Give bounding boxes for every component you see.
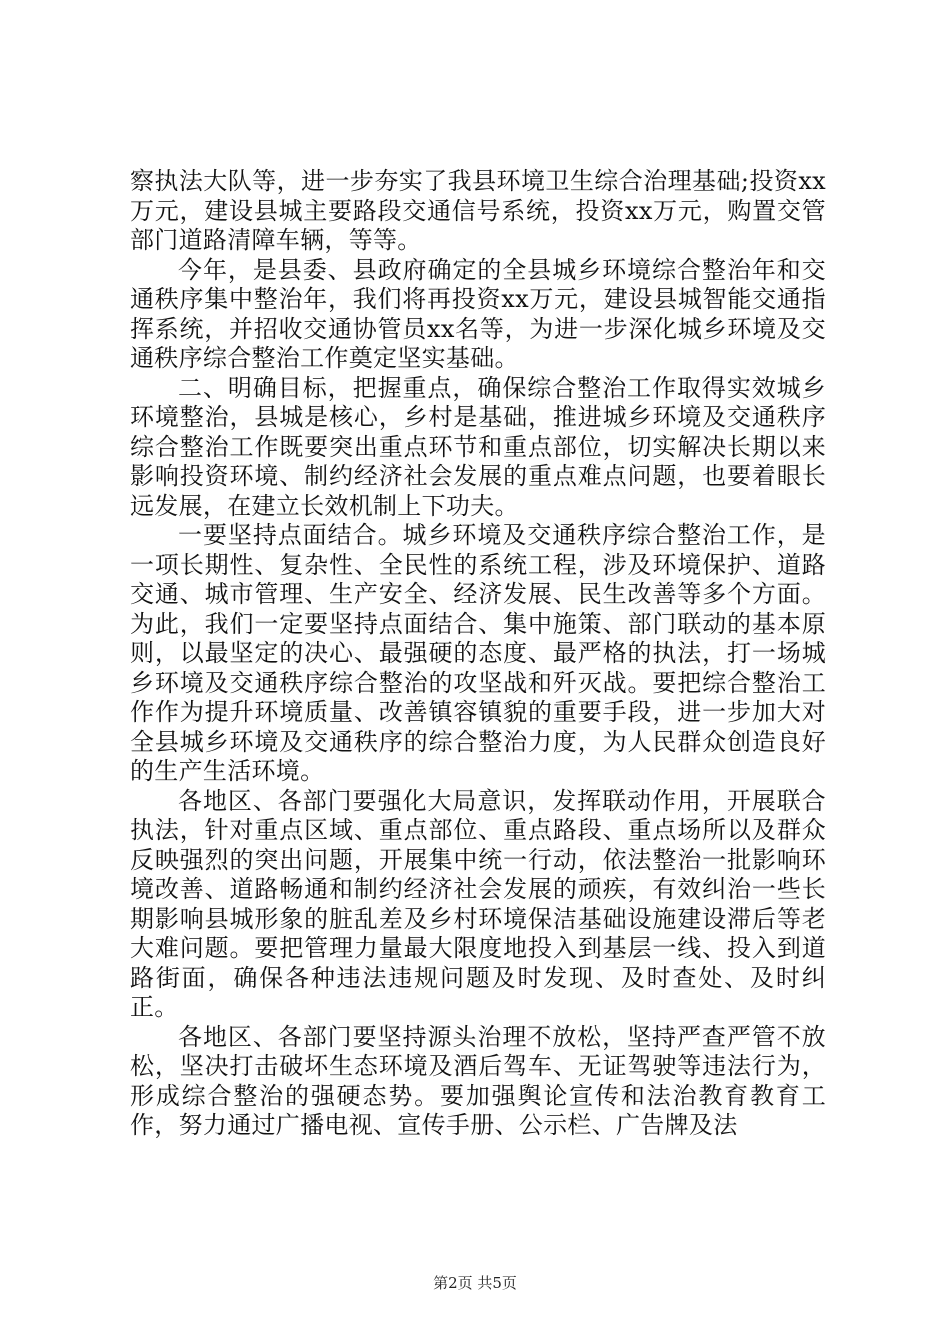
paragraph-6: 各地区、各部门要坚持源头治理不放松，坚持严查严管不放松，坚决打击破坏生态环境及酒后驾车、无证驾驶等违法行为，形成综合整治的强硬态势。要加强舆论宣传和法治教育教育工作，努力通过广播电视、宣传手册、公示栏、广告牌及法 [130,1022,826,1139]
paragraph-2: 今年，是县委、县政府确定的全县城乡环境综合整治年和交通秩序集中整治年，我们将再投资xx万元，建设县城智能交通指挥系统，并招收交通协管员xx名等，为进一步深化城乡环境及交通秩序综合整治工作奠定坚实基础。 [130,255,826,372]
document-body [130,167,826,1141]
paragraph-3: 二、明确目标，把握重点，确保综合整治工作取得实效城乡环境整治，县城是核心，乡村是基础，推进城乡环境及交通秩序综合整治工作既要突出重点环节和重点部位，切实解决长期以来影响投资环境、制约经济社会发展的重点难点问题，也要着眼长远发展，在建立长效机制上下功夫。 [130,373,826,520]
paragraph-4: 一要坚持点面结合。城乡环境及交通秩序综合整治工作，是一项长期性、复杂性、全民性的系统工程，涉及环境保护、道路交通、城市管理、生产安全、经济发展、民生改善等多个方面。为此，我们一定要坚持点面结合、集中施策、部门联动的基本原则，以最坚定的决心、最强硬的态度、最严格的执法，打一场城乡环境及交通秩序综合整治的攻坚战和歼灭战。要把综合整治工作作为提升环境质量、改善镇容镇貌的重要手段，进一步加大对全县城乡环境及交通秩序的综合整治力度，为人民群众创造良好的生产生活环境。 [130,521,826,785]
paragraph-5: 各地区、各部门要强化大局意识，发挥联动作用，开展联合执法，针对重点区域、重点部位、重点路段、重点场所以及群众反映强烈的突出问题，开展集中统一行动，依法整治一批影响环境改善、道路畅通和制约经济社会发展的顽疾，有效纠治一些长期影响县城形象的脏乱差及乡村环境保洁基础设施建设滞后等老大难问题。要把管理力量最大限度地投入到基层一线、投入到道路街面，确保各种违法违规问题及时发现、及时查处、及时纠正。 [130,786,826,1021]
paragraph-1: 察执法大队等，进一步夯实了我县环境卫生综合治理基础;投资xx万元，建设县城主要路段交通信号系统，投资xx万元，购置交管部门道路清障车辆，等等。 [130,167,826,254]
page-number-footer: 第2页 共5页 [433,1274,517,1292]
